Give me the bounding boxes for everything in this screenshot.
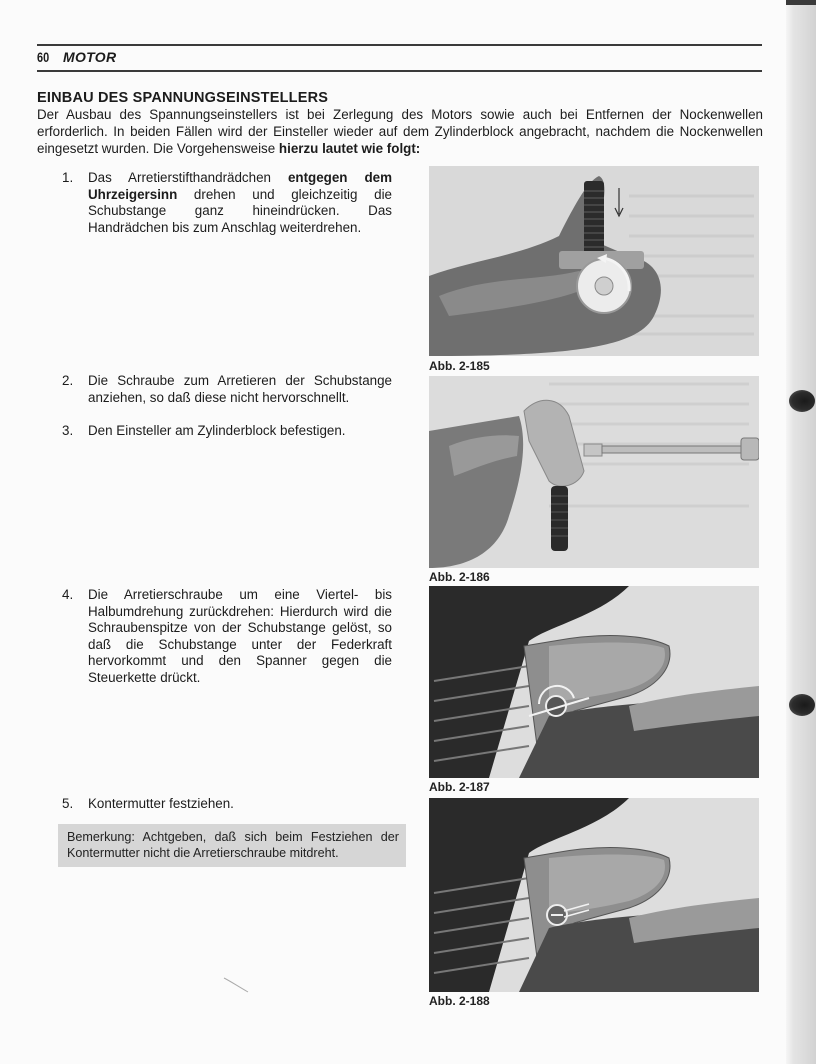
step-number: 3. bbox=[62, 423, 74, 438]
step-2 bbox=[62, 373, 392, 406]
tensioner-screwdriver-photo bbox=[429, 376, 759, 568]
step-text: Die Arretierschraube um eine Viertel- bis Halbumdrehung zurückdrehen: Hierdurch wird die Schraubenspitze von der Schubstange gelöst, so daß die Schubstange unter der Federkraft hervorkommt und den Spanner gegen die Steuerkette drückt. bbox=[88, 587, 392, 685]
figure-photo-3 bbox=[429, 586, 759, 778]
step-text-part: drehen und gleichzeitig die Schubstange ganz hineindrücken. Das Handrädchen bis zum Anschlag weiterdrehen. bbox=[88, 186, 392, 235]
step-text: Kontermutter festziehen. bbox=[88, 796, 234, 811]
step-text-bold: entgegen dem Uhrzeigersinn bbox=[88, 170, 392, 202]
intro-paragraph bbox=[37, 106, 763, 157]
step-text: Den Einsteller am Zylinderblock befestigen. bbox=[88, 423, 346, 438]
intro-text: Der Ausbau des Spannungseinstellers ist bei Zerlegung des Motors sowie auch bei Entfernen der Nockenwellen erforderlich. In beiden Fällen wird der Einsteller wieder auf dem Zylinderblock angebracht, nachdem die Nockenwellen eingesetzt wurden. Die Vorgehensweise bbox=[37, 107, 763, 156]
chapter-title: MOTOR bbox=[63, 49, 117, 65]
pencil-mark bbox=[222, 975, 252, 995]
step-text bbox=[88, 170, 392, 236]
header-rule-top bbox=[37, 44, 762, 46]
step-text-part: Das Arretierstifthandrädchen bbox=[88, 170, 288, 185]
figure-photo-1 bbox=[429, 166, 759, 356]
tensioner-hand-photo bbox=[429, 166, 759, 356]
figure-photo-4 bbox=[429, 798, 759, 992]
figure-caption-1: Abb. 2-185 bbox=[429, 359, 490, 373]
page-edge-top bbox=[786, 0, 816, 5]
step-5 bbox=[62, 796, 392, 813]
intro-bold-text: hierzu lautet wie folgt: bbox=[278, 141, 421, 156]
engine-tensioner-photo-loosened bbox=[429, 586, 759, 778]
step-number: 4. bbox=[62, 587, 74, 602]
step-number: 5. bbox=[62, 796, 74, 811]
page-edge-shadow bbox=[786, 0, 816, 1064]
binder-hole bbox=[789, 694, 815, 716]
step-3 bbox=[62, 423, 392, 440]
binder-hole bbox=[789, 390, 815, 412]
page-number: 60 bbox=[37, 49, 50, 65]
step-text: Die Schraube zum Arretieren der Schubstange anziehen, so daß diese nicht hervorschnellt. bbox=[88, 373, 392, 405]
header-rule-bottom bbox=[37, 70, 762, 72]
figure-caption-2: Abb. 2-186 bbox=[429, 570, 490, 584]
step-number: 2. bbox=[62, 373, 74, 388]
step-1 bbox=[62, 170, 392, 236]
figure-caption-3: Abb. 2-187 bbox=[429, 780, 490, 794]
page-header bbox=[37, 47, 116, 67]
section-title: EINBAU DES SPANNUNGSEINSTELLERS bbox=[37, 90, 329, 106]
step-number: 1. bbox=[62, 170, 74, 185]
note-box: Bemerkung: Achtgeben, daß sich beim Festziehen der Kontermutter nicht die Arretierschraube mitdreht. bbox=[58, 824, 406, 867]
step-4 bbox=[62, 587, 392, 686]
engine-tensioner-photo-locknut bbox=[429, 798, 759, 992]
figure-caption-4: Abb. 2-188 bbox=[429, 994, 490, 1008]
figure-photo-2 bbox=[429, 376, 759, 568]
